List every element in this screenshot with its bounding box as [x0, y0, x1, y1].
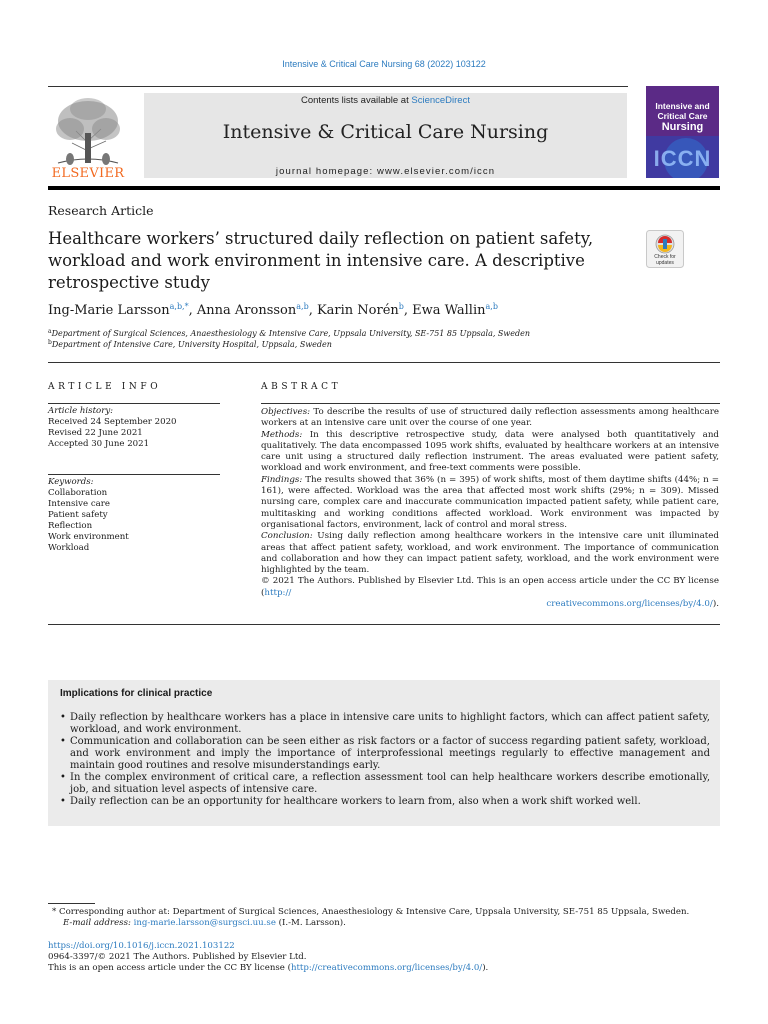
keyword: Reflection — [48, 521, 93, 531]
journal-citation[interactable]: Intensive & Critical Care Nursing 68 (2022) 103122 — [282, 59, 486, 69]
author-affiliation-link[interactable]: a,b,* — [169, 302, 189, 311]
keyword: Workload — [48, 543, 90, 553]
abstract-copyright: © 2021 The Authors. Published by Elsevier Ltd. This is an open access article under the CC BY license (http:// — [261, 576, 719, 598]
issn-line: 0964-3397/© 2021 The Authors. Published by Elsevier Ltd. — [48, 952, 307, 962]
article-info-rule — [48, 403, 220, 404]
implications-title: Implications for clinical practice — [60, 688, 213, 699]
contents-line — [144, 95, 627, 106]
cover-title: Intensive and Critical Care Nursing — [655, 101, 710, 133]
email-note: E-mail address: ing-marie.larsson@surgsci.uu.se (I.-M. Larsson). — [63, 918, 346, 928]
open-access-license-link[interactable]: http://creativecommons.org/licenses/by/4.0/ — [290, 963, 483, 973]
open-access-line: This is an open access article under the CC BY license (http://creativecommons.org/licenses/by/4.0/). — [48, 963, 489, 973]
author: Anna Aronsson — [196, 303, 297, 318]
implication-item: • Daily reflection can be an opportunity for healthcare workers to learn from, also when a work shift worked well. — [60, 796, 710, 808]
article-title: Healthcare workers’ structured daily reflection on patient safety, workload and work environment in intensive care. A descriptive retrospective study — [48, 229, 594, 292]
keywords-rule — [48, 474, 220, 475]
abstract-body: Objectives: To describe the results of use of structured daily reflection assessments among healthcare workers at an intensive care unit over the course of one year. Methods: In this descriptive retrospective study, data were analysed both quantitatively and qualitatively. The data encompassed 1095 work shifts, evaluated by healthcare workers at an intensive care unit using a structured daily reflection instrument. The areas evaluated were patient safety, workload and work environment, and free-text comments were possible. Findings: The results showed that 36% (n = 395) of work shifts, most of them daytime shifts (44%; n = 161), were affected. Workload was the area that affected most work shifts (29%; n = 309). Missed nursing care, complex care and inaccurate communication impacted patient safety, while patient care, multitasking and working conditions affected workload. Work environment was impacted by organisational factors, environment, lack of control and moral stress. Conclusion: Using daily reflection among healthcare workers in the intensive care unit illuminated areas that affect patient safety, workload, and work environment. The importance of communication and collaboration and how they can impact patient safety, workload, and the work environment were highlighted by the team. © 2021 The Authors. Published by Elsevier Ltd. This is an open access article under the CC BY license (http:// creativecommons.org/licenses/by/4.0/). — [261, 407, 719, 610]
abstract-findings: Findings: The results showed that 36% (n = 395) of work shifts, most of them daytime shifts (44%; n = 161), were affected. Workload was the area that affected most work shifts (29%; n = 309). Missed nursing care, complex care and inaccurate communication impacted patient safety, while patient care, multitasking and working conditions affected workload. Work environment was impacted by organisational factors, environment, lack of control and moral stress. — [261, 474, 719, 530]
journal-title[interactable]: Intensive & Critical Care Nursing — [222, 121, 549, 143]
author: Ing-Marie Larsson — [48, 303, 170, 318]
article-info-heading: ARTICLE INFO — [48, 382, 162, 392]
crossmark-label: Check for updates — [654, 254, 676, 266]
contents-prefix: Contents lists available at — [301, 95, 412, 106]
check-for-updates-button[interactable] — [646, 230, 684, 268]
implication-item: • Daily reflection by healthcare workers has a place in intensive care units to highlight factors, which can affect patient safety, workload, and work environment. — [60, 712, 710, 736]
license-link[interactable]: http:// — [264, 587, 292, 598]
author-affiliation-link[interactable]: a,b — [485, 302, 498, 311]
abstract-rule — [261, 403, 720, 404]
license-link-continued[interactable]: creativecommons.org/licenses/by/4.0/ — [546, 599, 713, 610]
author-affiliation-link[interactable]: b — [398, 302, 404, 311]
affiliation: $^b$Department of Intensive Care, University Hospital, Uppsala, Sweden — [48, 339, 332, 349]
keyword: Patient safety — [48, 510, 108, 520]
abstract-objectives: Objectives: To describe the results of use of structured daily reflection assessments among healthcare workers at an intensive care unit over the course of one year. — [261, 407, 719, 429]
doi-link[interactable]: https://doi.org/10.1016/j.iccn.2021.103122 — [48, 941, 235, 951]
footnote-rule — [48, 903, 95, 904]
keyword: Collaboration — [48, 488, 108, 498]
section-rule — [48, 362, 720, 363]
author-email-link[interactable]: ing-marie.larsson@surgsci.uu.se — [133, 918, 276, 928]
journal-cover[interactable] — [646, 86, 719, 178]
corresponding-author-note: * Corresponding author at: Department of Surgical Sciences, Anaesthesiology & Intensive Care, Uppsala University, SE-751 85 Uppsala, Sweden. — [52, 907, 690, 917]
sciencedirect-link[interactable]: ScienceDirect — [411, 95, 470, 106]
keywords-block: Keywords: Collaboration Intensive care Patient safety Reflection Work environment Workload — [48, 477, 220, 554]
abstract-conclusion: Conclusion: Using daily reflection among healthcare workers in the intensive care unit illuminated areas that affect patient safety, workload, and work environment. The importance of communication and collaboration and how they can impact patient safety, workload, and the work environment were highlighted by the team. — [261, 531, 719, 576]
implication-item: • Communication and collaboration can be seen either as risk factors or a factor of success regarding patient safety, workload, and work environment and imply the importance of interprofessional meetings regularly to effective management and maintain good routines and resolve misunderstandings early. — [60, 736, 710, 772]
keyword: Work environment — [48, 532, 129, 542]
abstract-bottom-rule — [48, 624, 720, 625]
article-type: Research Article — [48, 203, 154, 218]
article-history: Article history: Received 24 September 2020 Revised 22 June 2021 Accepted 30 June 2021 — [48, 406, 177, 449]
header-thick-rule — [48, 186, 720, 190]
journal-homepage[interactable]: journal homepage: www.elsevier.com/iccn — [275, 166, 496, 177]
abstract-heading: ABSTRACT — [261, 382, 342, 392]
implication-item: • In the complex environment of critical care, a reflection assessment tool can help healthcare workers describe emotionally, job, and situation level aspects of intensive care. — [60, 772, 710, 796]
author-affiliation-link[interactable]: a,b — [296, 302, 309, 311]
header-top-rule — [48, 86, 628, 87]
abstract-methods: Methods: In this descriptive retrospective study, data were analysed both quantitatively and qualitatively. The data encompassed 1095 work shifts, evaluated by healthcare workers at an intensive care unit using a structured daily reflection instrument. The areas evaluated were patient safety, workload and work environment, and free-text comments were possible. — [261, 429, 719, 474]
author: Ewa Wallin — [412, 303, 486, 318]
keyword: Intensive care — [48, 499, 110, 509]
author-list: Ing-Marie Larsson$^{a,b,*}$, Anna Aronsson$^{a,b}$, Karin Norén$^b$, Ewa Wallin$^{a,b}$ — [48, 302, 498, 318]
cover-badge: ICCN — [653, 146, 712, 171]
author: Karin Norén — [316, 303, 399, 318]
publisher-name: ELSEVIER — [51, 166, 125, 181]
affiliation: $^a$Department of Surgical Sciences, Anaesthesiology & Intensive Care, Uppsala University, SE-751 85 Uppsala, Sweden — [48, 328, 530, 338]
implications-list — [60, 712, 710, 808]
